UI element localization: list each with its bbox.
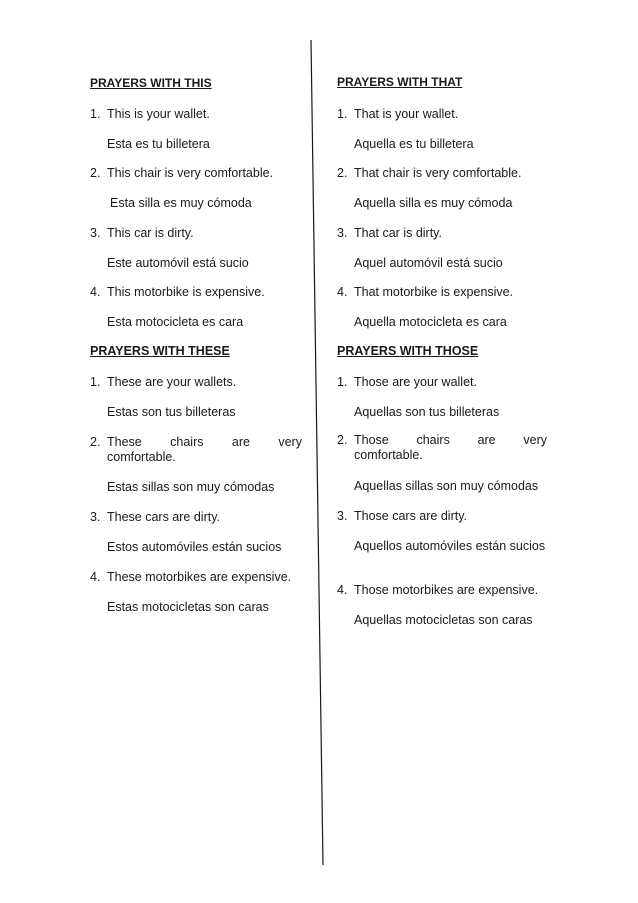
heading-that: PRAYERS WITH THAT (337, 75, 463, 89)
word: are (477, 433, 496, 447)
spanish-translation: Aquella es tu billetera (354, 137, 474, 151)
english-sentence: These are your wallets. (107, 375, 237, 389)
english-sentence: This car is dirty. (107, 226, 194, 240)
list-item (337, 583, 547, 598)
spanish-translation: Esta motocicleta es cara (107, 315, 244, 329)
list-item (90, 107, 302, 122)
spanish-translation: Este automóvil está sucio (107, 256, 249, 270)
word: comfortable. (354, 448, 423, 462)
english-sentence: Those motorbikes are expensive. (354, 583, 539, 597)
item-number: 4. (337, 285, 348, 299)
spanish-translation: Aquellas son tus billeteras (354, 405, 500, 419)
list-item (90, 435, 302, 465)
word: very (278, 435, 302, 449)
spanish-translation: Aquellas motocicletas son caras (354, 613, 533, 627)
english-sentence (354, 433, 547, 463)
word: chairs (170, 435, 204, 449)
item-number: 1. (90, 375, 101, 389)
list-item (337, 375, 547, 390)
english-sentence: Those are your wallet. (354, 375, 477, 389)
list-item (90, 510, 302, 525)
english-sentence: That is your wallet. (354, 107, 459, 121)
spanish-translation: Aquella motocicleta es cara (354, 315, 507, 329)
english-sentence: This motorbike is expensive. (107, 285, 265, 299)
english-sentence: This chair is very comfortable. (107, 166, 274, 180)
english-sentence: That chair is very comfortable. (354, 166, 522, 180)
item-number: 2. (90, 166, 101, 180)
item-number: 4. (90, 285, 101, 299)
english-sentence (107, 435, 302, 465)
item-number: 2. (337, 433, 348, 447)
item-number: 1. (90, 107, 101, 121)
english-sentence: This is your wallet. (107, 107, 210, 121)
spanish-translation: Esta silla es muy cómoda (110, 196, 252, 210)
list-item (337, 433, 547, 463)
word: chairs (416, 433, 450, 447)
spanish-translation: Estas sillas son muy cómodas (107, 480, 275, 494)
english-sentence: These motorbikes are expensive. (107, 570, 292, 584)
english-sentence: That motorbike is expensive. (354, 285, 514, 299)
item-number: 3. (90, 510, 101, 524)
spanish-translation: Estas motocicletas son caras (107, 600, 269, 614)
list-item (337, 285, 547, 300)
item-number: 4. (337, 583, 348, 597)
word: These (107, 435, 142, 449)
heading-this: PRAYERS WITH THIS (90, 76, 212, 90)
heading-those: PRAYERS WITH THOSE (337, 344, 479, 358)
list-item (90, 226, 302, 241)
item-number: 3. (90, 226, 101, 240)
word: very (523, 433, 547, 447)
english-sentence: That car is dirty. (354, 226, 442, 240)
english-sentence: Those cars are dirty. (354, 509, 468, 523)
item-number: 3. (337, 226, 348, 240)
list-item (337, 509, 547, 524)
word: are (231, 435, 250, 449)
spanish-translation: Aquel automóvil está sucio (354, 256, 503, 270)
item-number: 2. (90, 435, 101, 449)
word: comfortable. (107, 450, 176, 464)
spanish-translation: Estos automóviles están sucios (107, 540, 282, 554)
item-number: 1. (337, 375, 348, 389)
spanish-translation: Aquella silla es muy cómoda (354, 196, 513, 210)
list-item (90, 375, 302, 390)
list-item (337, 107, 547, 122)
spanish-translation: Aquellas sillas son muy cómodas (354, 479, 539, 493)
list-item (90, 285, 302, 300)
spanish-translation: Aquellos automóviles están sucios (354, 539, 546, 553)
item-number: 2. (337, 166, 348, 180)
word: Those (354, 433, 389, 447)
spanish-translation: Esta es tu billetera (107, 137, 210, 151)
list-item (337, 166, 547, 181)
spanish-translation: Estas son tus billeteras (107, 405, 236, 419)
list-item (337, 226, 547, 241)
english-sentence: These cars are dirty. (107, 510, 221, 524)
list-item (90, 570, 302, 585)
item-number: 1. (337, 107, 348, 121)
list-item (90, 166, 302, 181)
heading-these: PRAYERS WITH THESE (90, 344, 230, 358)
item-number: 4. (90, 570, 101, 584)
item-number: 3. (337, 509, 348, 523)
